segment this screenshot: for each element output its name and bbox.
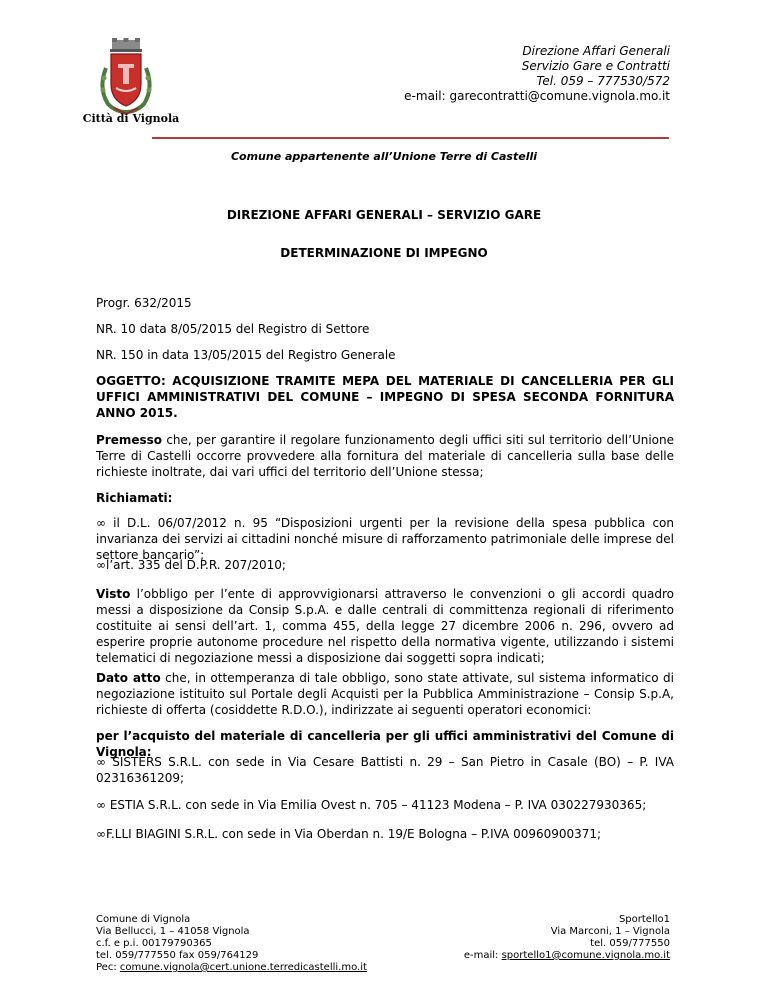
footer-pec-link[interactable]: comune.vignola@cert.unione.terredicastelli.mo.it [119, 962, 367, 973]
premesso-paragraph [96, 432, 674, 480]
header-office: Direzione Affari Generali [522, 44, 670, 58]
bullet-icon: ∞ [96, 827, 106, 841]
dato-atto-text: che, in ottemperanza di tale obbligo, sono state attivate, sul sistema informatico di negoziazione istituito sul Portale degli Acquisti per la Pubblica Amministrazione – Consip S.p.A, richieste di offerta (cosiddette R.D.O.), indirizzate ai seguenti operatori economici: [96, 671, 675, 717]
registry-generale: NR. 150 in data 13/05/2015 del Registro Generale [96, 348, 396, 362]
richiamati-heading: Richiamati: [96, 491, 173, 505]
visto-lead: Visto [96, 587, 131, 601]
footer-left [96, 914, 367, 974]
bullet-icon: ∞ [96, 755, 106, 769]
city-name: Città di Vignola [82, 112, 180, 125]
operator-item-3: ∞F.LLI BIAGINI S.R.L. con sede in Via Oberdan n. 19/E Bologna – P.IVA 00960900371; [96, 827, 602, 841]
premesso-lead: Premesso [96, 433, 163, 447]
registry-progr: Progr. 632/2015 [96, 296, 192, 310]
subject-block [96, 373, 674, 421]
document-title: DIREZIONE AFFARI GENERALI – SERVIZIO GARE [226, 208, 542, 222]
footer-sportello-address: Via Marconi, 1 – Vignola [550, 926, 670, 937]
union-subtitle: Comune appartenente all’Unione Terre di Castelli [230, 150, 538, 163]
footer-cf: c.f. e p.i. 00179790365 [96, 938, 212, 949]
header-tel: Tel. 059 – 777530/572 [536, 74, 670, 88]
dato-atto-paragraph [96, 670, 674, 718]
bullet-icon: ∞ [96, 798, 106, 812]
header-divider [152, 137, 669, 139]
footer-sportello-email: e-mail: sportello1@comune.vignola.mo.it [463, 950, 670, 961]
footer-address: Via Bellucci, 1 – 41058 Vignola [96, 926, 250, 937]
richiamati-item-2: ∞l’art. 335 del D.P.R. 207/2010; [96, 558, 286, 572]
richiamati-item-1: ∞ il D.L. 06/07/2012 n. 95 “Disposizioni urgenti per la revisione della spesa pubblica con invarianza dei servizi ai cittadini nonché misure di rafforzamento patrimoniale delle imprese del settore bancario”; [96, 516, 674, 562]
visto-text: l’obbligo per l’ente di approvvigionarsi attraverso le convenzioni o gli accordi quadro messi a disposizione da Consip S.p.A. e dalle centrali di committenza regionali di riferimento costituite ai sensi dell’art. 1, comma 455, della legge 27 dicembre 2006 n. 296, ovvero ad esperire proprie autonome procedure nel rispetto della normativa vigente, utilizzando i sistemi telematici di negoziazione messi a disposizione dai soggetti sopra indicati; [96, 587, 674, 665]
header-service: Servizio Gare e Contratti [521, 59, 670, 73]
document-type: DETERMINAZIONE DI IMPEGNO [280, 246, 488, 260]
header-email-address[interactable]: garecontratti@comune.vignola.mo.it [449, 89, 670, 103]
bullet-icon: ∞ [96, 558, 106, 572]
subject-text: OGGETTO: ACQUISIZIONE TRAMITE MEPA DEL MATERIALE DI CANCELLERIA PER GLI UFFICI AMMINISTRATIVI DEL COMUNE – IMPEGNO DI SPESA SECONDA FORNITURA ANNO 2015. [96, 374, 674, 420]
footer-comune: Comune di Vignola [96, 914, 191, 925]
footer-right [464, 914, 670, 962]
visto-paragraph [96, 586, 674, 666]
header-email[interactable]: e-mail: garecontratti@comune.vignola.mo.it [404, 89, 670, 103]
premesso-text: che, per garantire il regolare funzionamento degli uffici siti sul territorio dell’Unione Terre di Castelli occorre provvedere alla fornitura del materiale di cancelleria sulla base delle richieste inoltrate, dai vari uffici del territorio dell’Unione stessa; [96, 433, 674, 479]
footer-pec: Pec: comune.vignola@cert.unione.terredicastelli.mo.it [96, 962, 367, 973]
operator-item-1: ∞ SISTERS S.R.L. con sede in Via Cesare Battisti n. 29 – San Pietro in Casale (BO) – P. IVA 02316361209; [96, 755, 674, 785]
registry-settore: NR. 10 data 8/05/2015 del Registro di Settore [96, 322, 370, 336]
dato-atto-lead: Dato atto [96, 671, 161, 685]
footer-phone: tel. 059/777550 fax 059/764129 [96, 950, 259, 961]
header-contact [404, 44, 670, 104]
footer-sportello-tel: tel. 059/777550 [590, 938, 670, 949]
acquisto-heading: per l’acquisto del materiale di cancelleria per gli uffici amministrativi del Comune di Vignola: [96, 729, 674, 759]
footer-sportello: Sportello1 [618, 914, 670, 925]
city-coat-of-arms-logo [96, 38, 156, 116]
operator-item-2: ∞ ESTIA S.R.L. con sede in Via Emilia Ovest n. 705 – 41123 Modena – P. IVA 030227930365; [96, 798, 647, 812]
bullet-icon: ∞ [96, 516, 106, 530]
footer-sportello-email-link[interactable]: sportello1@comune.vignola.mo.it [501, 950, 670, 961]
